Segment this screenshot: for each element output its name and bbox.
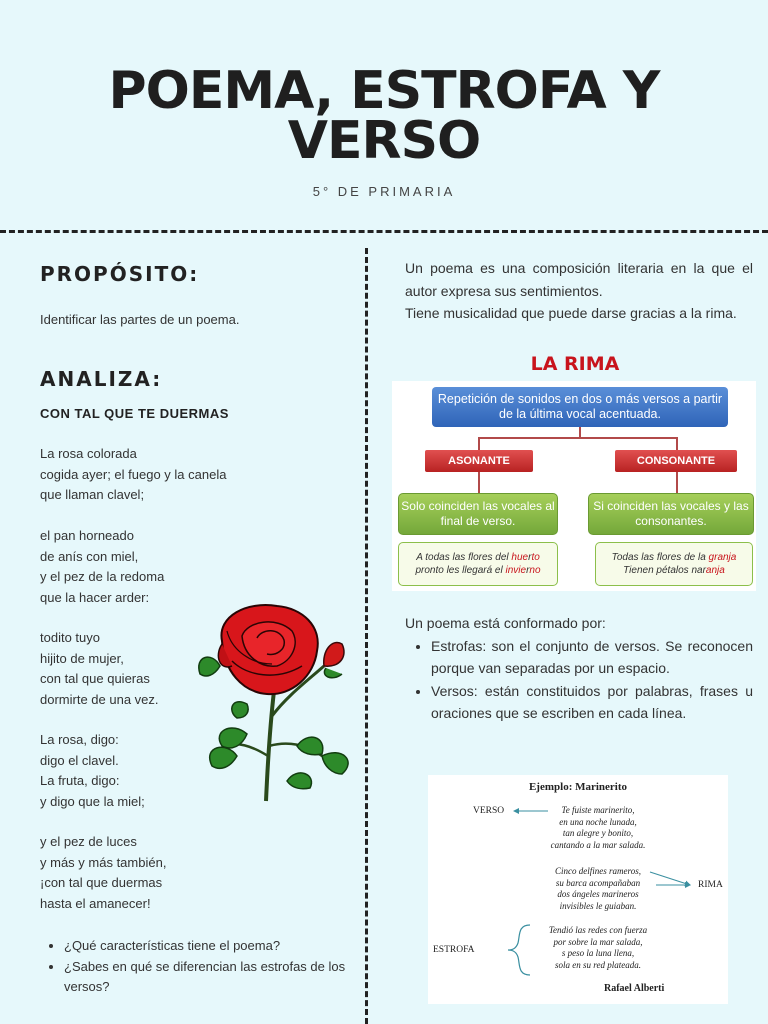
subtitle: 5° DE PRIMARIA xyxy=(312,184,456,199)
example-line: Tendió las redes con fuerza xyxy=(548,925,648,935)
example-line: sola en su red plateada. xyxy=(555,959,641,970)
example-highlight: invie xyxy=(505,565,527,576)
poem-line: el pan horneado xyxy=(40,528,134,543)
rima-definition-box: Repetición de sonidos en dos o más versos a partir de la última vocal acentuada. xyxy=(432,387,728,427)
poem-line: con tal que quieras xyxy=(40,671,150,686)
vertical-divider xyxy=(365,248,368,1024)
example-highlight: no xyxy=(529,565,541,576)
poem-stanza-5 xyxy=(40,832,166,914)
analyze-heading: ANALIZA: xyxy=(40,367,163,391)
example-title: Ejemplo: Marinerito xyxy=(528,781,628,793)
poem-line: La rosa, digo: xyxy=(40,732,119,747)
intro-paragraph-2: Tiene musicalidad que puede darse gracias a la rima. xyxy=(405,305,737,321)
poem-stanza-1 xyxy=(40,444,226,506)
intro-paragraph-1: Un poema es una composición literaria en la que el autor expresa sus sentimientos. xyxy=(405,260,753,299)
structure-intro: Un poema está conformado por: xyxy=(405,615,606,631)
connector-line xyxy=(478,437,678,439)
example-text: pronto les llegará el xyxy=(415,565,506,576)
connector-line xyxy=(676,472,678,493)
poem-line: La rosa colorada xyxy=(40,446,137,461)
example-stanza-1 xyxy=(523,805,673,851)
consonante-description: Si coinciden las vocales y las consonantes. xyxy=(588,493,754,535)
example-text: r xyxy=(526,565,530,576)
poem-line: hasta el amanecer! xyxy=(40,895,151,911)
example-line: en una noche lunada, xyxy=(559,816,637,827)
example-line: invisibles le guiaban. xyxy=(559,900,637,911)
example-line: su barca acompañaban xyxy=(555,877,641,888)
horizontal-divider xyxy=(0,230,768,233)
example-line: Cinco delfines rameros, xyxy=(555,866,641,876)
example-text: A todas las flores del xyxy=(416,552,512,563)
example-line: Te fuiste marinerito, xyxy=(561,805,635,815)
rima-heading: LA RIMA xyxy=(530,353,620,375)
asonante-example xyxy=(398,542,558,586)
page-title-line-2: VERSO xyxy=(287,111,481,171)
poem-line: La fruta, digo: xyxy=(40,773,120,788)
rima-diagram xyxy=(392,381,756,591)
example-author: Rafael Alberti xyxy=(604,983,665,994)
poem-structure xyxy=(405,612,753,725)
question-item: • ¿Sabes en qué se diferencian las estrofas de los versos? xyxy=(64,957,364,998)
poem-stanza-2 xyxy=(40,526,164,608)
poem-stanza-3 xyxy=(40,628,159,710)
purpose-heading: PROPÓSITO: xyxy=(40,262,200,286)
rima-label: RIMA xyxy=(698,880,723,890)
connector-line xyxy=(478,472,480,493)
consonante-example xyxy=(595,542,753,586)
structure-list xyxy=(405,635,753,725)
poem-line: todito tuyo xyxy=(40,630,100,645)
poem-line: y el pez de la redoma xyxy=(40,569,165,584)
estrofa-label: ESTROFA xyxy=(433,945,475,955)
structure-item: • Versos: están constituidos por palabras, frases u oraciones que se escriben en cada línea. xyxy=(431,680,753,725)
poem-line: cogida ayer; el fuego y la canela xyxy=(40,466,227,482)
asonante-description: Solo coinciden las vocales al final de verso. xyxy=(398,493,558,535)
example-highlight: hue xyxy=(511,552,529,563)
example-highlight: anja xyxy=(705,565,725,576)
poem-line: hijito de mujer, xyxy=(40,650,124,666)
verso-label: VERSO xyxy=(473,806,505,816)
poem-title: CON TAL QUE TE DUERMAS xyxy=(40,406,229,421)
rose-illustration xyxy=(192,596,362,806)
example-highlight: to xyxy=(531,552,540,563)
consonante-box: CONSONANTE xyxy=(615,450,737,472)
connector-line xyxy=(676,437,678,450)
questions-list xyxy=(40,936,364,998)
poem-line: de anís con miel, xyxy=(40,548,139,564)
connector-line xyxy=(478,437,480,450)
page-title-line-1: POEMA, ESTROFA Y xyxy=(108,61,660,121)
intro-text xyxy=(405,257,753,325)
example-stanza-2 xyxy=(523,866,673,912)
example-line: por sobre la mar salada, xyxy=(553,936,643,947)
purpose-text: Identificar las partes de un poema. xyxy=(40,312,240,327)
asonante-box: ASONANTE xyxy=(425,450,533,472)
example-text: Todas las flores de la xyxy=(611,552,709,563)
poem-line: digo el clavel. xyxy=(40,752,119,768)
poem-line: y el pez de luces xyxy=(40,834,137,849)
example-stanza-3 xyxy=(523,925,673,971)
poem-line: y más y más también, xyxy=(40,854,167,870)
example-line: cantando a la mar salada. xyxy=(550,839,646,850)
question-item: • ¿Qué características tiene el poema? xyxy=(64,936,364,957)
poem-line: y digo que la miel; xyxy=(40,793,145,809)
marinerito-example xyxy=(428,775,728,1004)
example-line: dos ángeles marineros xyxy=(557,889,639,899)
example-line: s peso la luna llena, xyxy=(561,948,635,958)
example-highlight: granja xyxy=(708,552,737,563)
example-line: tan alegre y bonito, xyxy=(562,828,634,838)
poem-stanza-4 xyxy=(40,730,145,812)
page-title xyxy=(0,61,768,171)
structure-item: • Estrofas: son el conjunto de versos. Se reconocen porque van separadas por un espacio. xyxy=(431,635,753,680)
example-text: r xyxy=(528,552,532,563)
poem-line: que la hacer arder: xyxy=(40,589,150,605)
poem-line: dormirte de una vez. xyxy=(40,691,159,707)
poem-line: ¡con tal que duermas xyxy=(40,875,163,890)
example-text: Tienen pétalos nar xyxy=(623,565,706,576)
poem-line: que llaman clavel; xyxy=(40,487,145,502)
